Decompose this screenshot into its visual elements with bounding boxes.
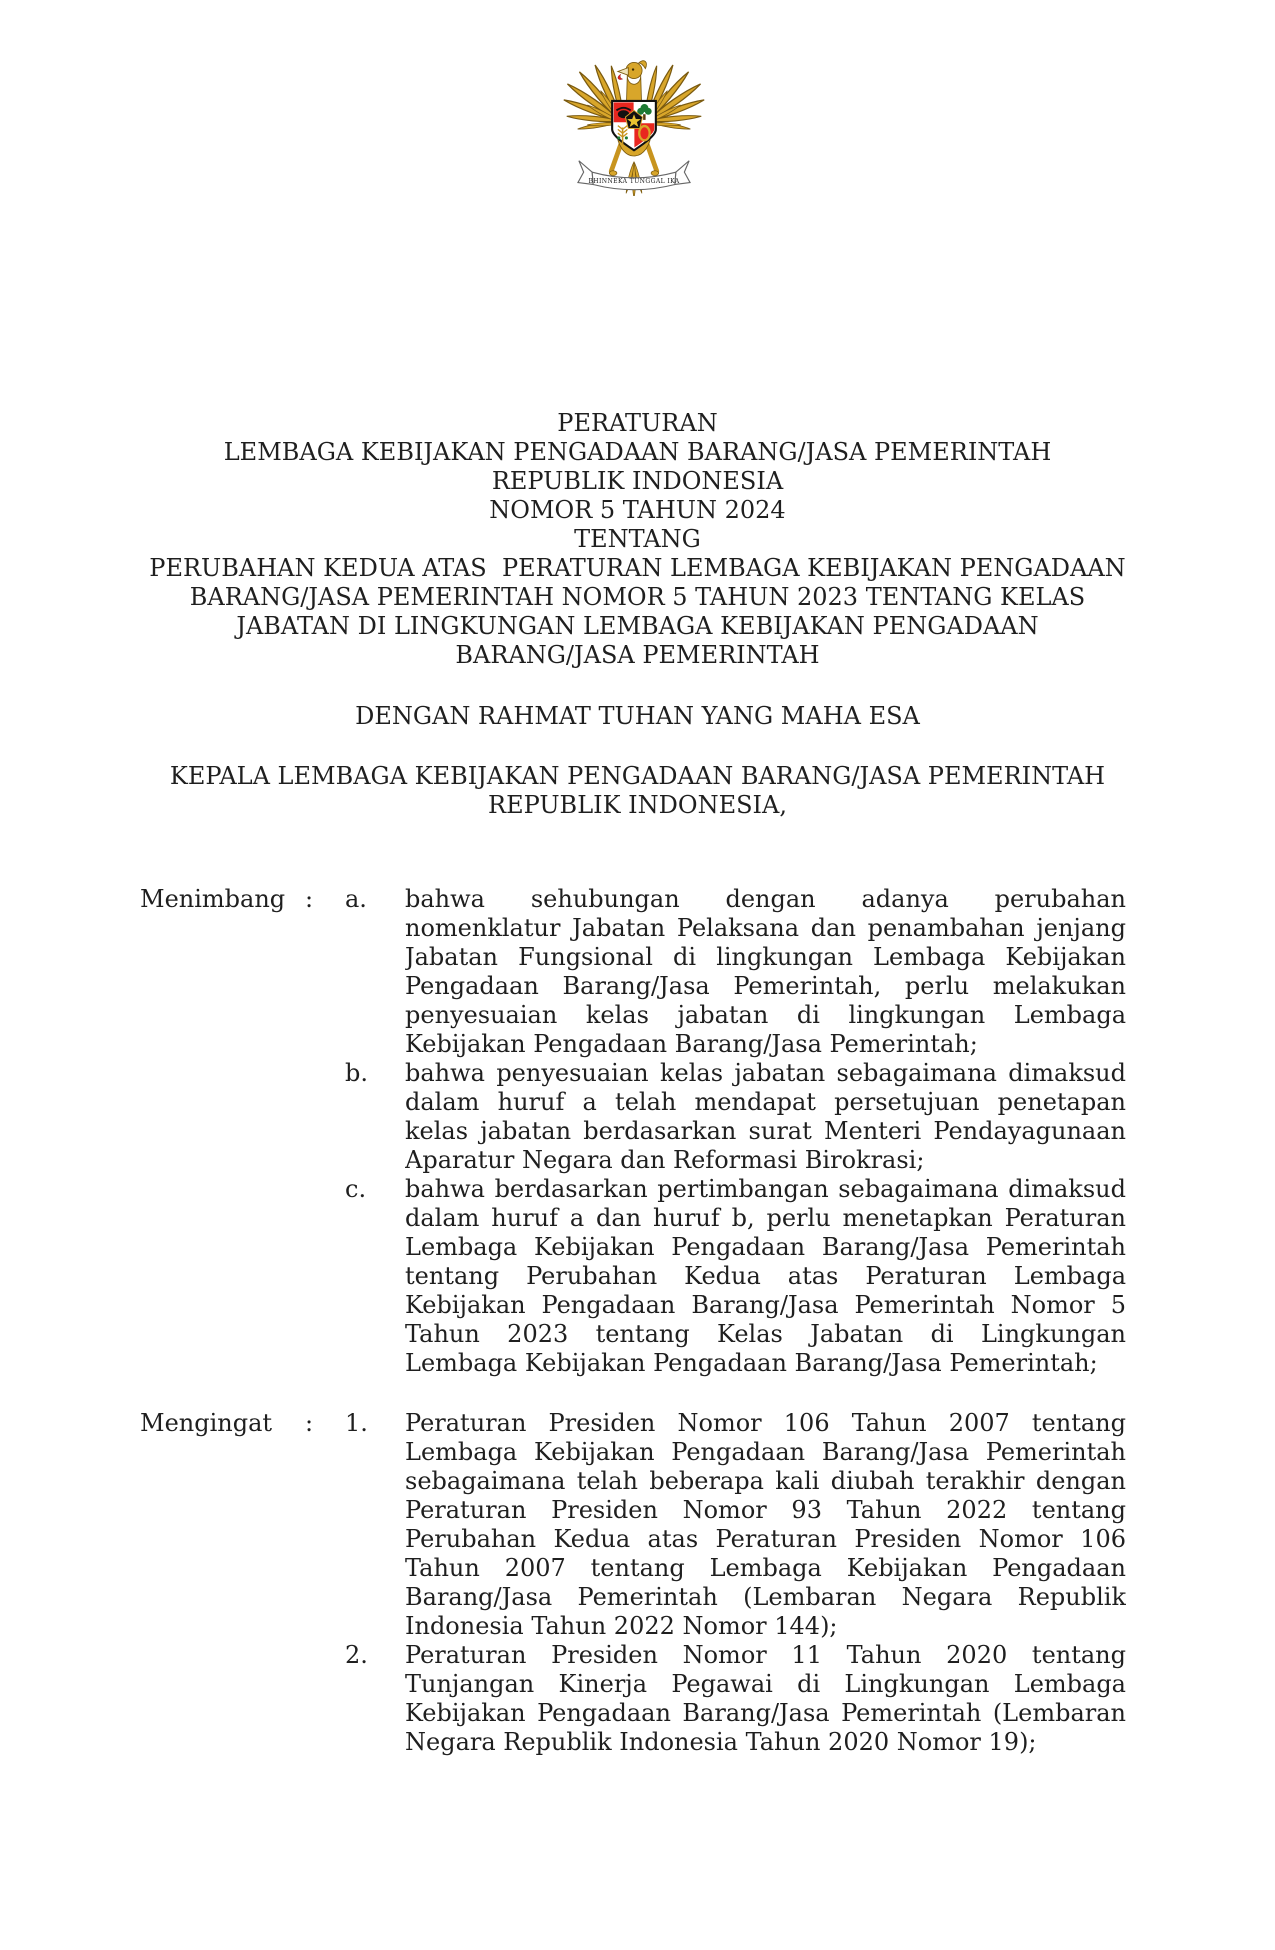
text-line: Tahun 2007 tentang Lembaga Kebijakan Pengadaan (405, 1554, 1126, 1582)
text-line: Jabatan Fungsional di lingkungan Lembaga Kebijakan (405, 943, 1126, 971)
text-line: kelas jabatan berdasarkan surat Menteri Pendayagunaan (405, 1117, 1126, 1145)
text-line: Negara Republik Indonesia Tahun 2020 Nomor 19); (405, 1728, 1037, 1756)
list-item (345, 885, 1126, 1059)
list-item (345, 1641, 1126, 1757)
item-lines (405, 1175, 1126, 1378)
text-line: Kebijakan Pengadaan Barang/Jasa Pemerintah; (405, 1030, 978, 1058)
text-line: Peraturan Presiden Nomor 11 Tahun 2020 tentang (405, 1641, 1126, 1669)
invocation-line: DENGAN RAHMAT TUHAN YANG MAHA ESA (355, 702, 920, 730)
text-line: penyesuaian kelas jabatan di lingkungan Lembaga (405, 1001, 1126, 1029)
text-line: nomenklatur Jabatan Pelaksana dan penambahan jenjang (405, 914, 1126, 942)
text-line: Indonesia Tahun 2022 Nomor 144); (405, 1612, 838, 1640)
text-line: tentang Perubahan Kedua atas Peraturan Lembaga (405, 1262, 1126, 1290)
item-lines (405, 1059, 1126, 1175)
section-label: Menimbang (140, 885, 286, 913)
list-item (345, 1059, 1126, 1175)
title-line: TENTANG (574, 525, 701, 553)
text-line: bahwa berdasarkan pertimbangan sebagaimana dimaksud (405, 1175, 1126, 1203)
text-line: Barang/Jasa Pemerintah (Lembaran Negara Republik (405, 1583, 1126, 1611)
head (618, 61, 647, 105)
item-lines (405, 1409, 1126, 1641)
section-colon: : (305, 1409, 314, 1437)
text-line: dalam huruf a telah mendapat persetujuan penetapan (405, 1088, 1126, 1116)
item-marker: 2. (345, 1641, 368, 1669)
text-line: Tunjangan Kinerja Pegawai di Lingkungan Lembaga (405, 1670, 1126, 1698)
section-label: Mengingat (140, 1409, 273, 1437)
text-line: sebagaimana telah beberapa kali diubah terakhir dengan (405, 1467, 1126, 1495)
title-line: NOMOR 5 TAHUN 2024 (489, 496, 786, 524)
title-line: PERUBAHAN KEDUA ATAS PERATURAN LEMBAGA KEBIJAKAN PENGADAAN (149, 554, 1126, 582)
list-item (345, 1175, 1126, 1378)
text-line: Peraturan Presiden Nomor 93 Tahun 2022 tentang (405, 1496, 1126, 1524)
text-line: Kebijakan Pengadaan Barang/Jasa Pemerintah (Lembaran (405, 1699, 1126, 1727)
title-line: BARANG/JASA PEMERINTAH (455, 641, 820, 669)
section-mengingat (140, 1409, 1126, 1757)
official-line: REPUBLIK INDONESIA, (488, 791, 787, 819)
item-marker: a. (345, 885, 367, 913)
item-marker: c. (345, 1175, 367, 1203)
title-line: JABATAN DI LINGKUNGAN LEMBAGA KEBIJAKAN PENGADAAN (236, 612, 1039, 640)
text-line: Lembaga Kebijakan Pengadaan Barang/Jasa Pemerintah (405, 1233, 1126, 1261)
title-block (65, 409, 1210, 670)
title-line: REPUBLIK INDONESIA (491, 467, 784, 495)
section-items (345, 1409, 1126, 1757)
item-lines (405, 1641, 1126, 1757)
text-line: Pengadaan Barang/Jasa Pemerintah, perlu melakukan (405, 972, 1126, 1000)
item-lines (405, 885, 1126, 1059)
text-line: Lembaga Kebijakan Pengadaan Barang/Jasa Pemerintah; (405, 1349, 1098, 1377)
text-line: dalam huruf a dan huruf b, perlu menetapkan Peraturan (405, 1204, 1126, 1232)
text-line: Peraturan Presiden Nomor 106 Tahun 2007 tentang (405, 1409, 1126, 1437)
garuda-pancasila-icon (558, 40, 710, 196)
title-line: PERATURAN (557, 409, 718, 437)
emblem-banner-text: BHINNEKA TUNGGAL IKA (588, 178, 680, 186)
title-line: LEMBAGA KEBIJAKAN PENGADAAN BARANG/JASA PEMERINTAH (223, 438, 1052, 466)
text-line: Kebijakan Pengadaan Barang/Jasa Pemerintah Nomor 5 (405, 1291, 1126, 1319)
item-marker: 1. (345, 1409, 368, 1437)
text-line: Lembaga Kebijakan Pengadaan Barang/Jasa Pemerintah (405, 1438, 1126, 1466)
official-line: KEPALA LEMBAGA KEBIJAKAN PENGADAAN BARANG/JASA PEMERINTAH (169, 762, 1106, 790)
title-line: BARANG/JASA PEMERINTAH NOMOR 5 TAHUN 2023 TENTANG KELAS (189, 583, 1086, 611)
text-line: Tahun 2023 tentang Kelas Jabatan di Lingkungan (405, 1320, 1126, 1348)
text-line: bahwa penyesuaian kelas jabatan sebagaimana dimaksud (405, 1059, 1126, 1087)
item-marker: b. (345, 1059, 368, 1087)
text-line: bahwa sehubungan dengan adanya perubahan (405, 885, 1126, 913)
garuda-pancasila-emblem (558, 40, 710, 196)
preamble-sections (140, 885, 1126, 1757)
text-line: Perubahan Kedua atas Peraturan Presiden Nomor 106 (405, 1525, 1126, 1553)
section-colon: : (305, 885, 314, 913)
text-line: Aparatur Negara dan Reformasi Birokrasi; (405, 1146, 925, 1174)
section-items (345, 885, 1126, 1378)
list-item (345, 1409, 1126, 1641)
official-block (65, 762, 1210, 820)
section-menimbang (140, 885, 1126, 1378)
